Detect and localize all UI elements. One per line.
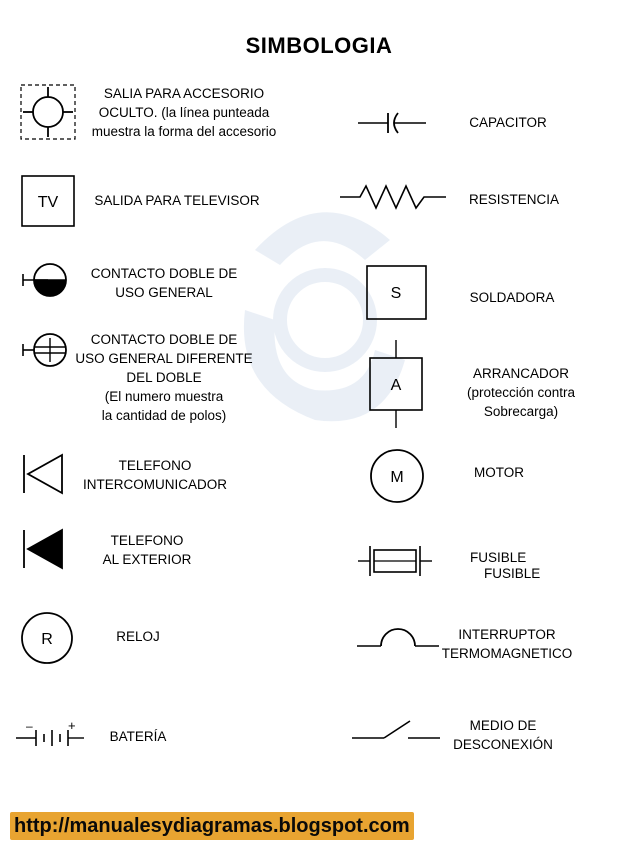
welder-symbol [366, 265, 428, 321]
hidden-accessory-outlet-symbol [20, 84, 76, 140]
label-bateria: BATERÍA [109, 729, 167, 744]
label-motor: MOTOR [474, 465, 524, 480]
svg-text:M: M [390, 469, 404, 486]
duplex-outlet-symbol [20, 260, 70, 300]
motor-symbol [369, 448, 425, 504]
fuse-symbol [356, 544, 434, 578]
starter-symbol [368, 340, 424, 430]
svg-text:–: – [26, 719, 33, 733]
svg-text:A: A [390, 377, 402, 394]
resistor-symbol [338, 182, 448, 212]
svg-text:TV: TV [37, 194, 59, 211]
page-title: SIMBOLOGIA [245, 33, 393, 58]
label-termomagnetico: INTERRUPTOR TERMOMAGNETICO [441, 627, 573, 661]
label-contacto: CONTACTO DOBLE DE USO GENERAL [90, 266, 238, 300]
battery-symbol [14, 718, 86, 752]
label-accesorio: SALIA PARA ACCESORIO OCULTO. (la línea punteada muestra la forma del accesorio [91, 86, 277, 139]
special-duplex-outlet-symbol [20, 330, 70, 370]
disconnect-switch-symbol [350, 718, 442, 744]
label-intercom: TELEFONO INTERCOMUNICADOR [83, 458, 227, 492]
label-soldadora: SOLDADORA [469, 290, 555, 305]
capacitor-symbol [356, 110, 428, 136]
label-resistencia: RESISTENCIA [468, 192, 560, 207]
source-url-link[interactable]: http://manualesydiagramas.blogspot.com [10, 812, 414, 840]
svg-text:+: + [68, 718, 76, 733]
svg-text:S: S [390, 285, 402, 302]
intercom-phone-symbol [22, 453, 64, 495]
label-exterior: TELEFONO AL EXTERIOR [102, 533, 192, 567]
label-arrancador: ARRANCADOR (protección contra Sobrecarga) [466, 366, 576, 419]
external-phone-symbol [22, 528, 64, 570]
thermomagnetic-breaker-symbol [355, 620, 441, 652]
label-capacitor: CAPACITOR [469, 115, 547, 130]
label-desconexion: MEDIO DE DESCONEXIÓN [453, 718, 553, 752]
clock-symbol [20, 611, 74, 665]
label-fusible: FUSIBLE FUSIBLE [470, 550, 541, 581]
label-reloj: RELOJ [116, 629, 160, 644]
label-televisor: SALIDA PARA TELEVISOR [94, 193, 260, 208]
svg-text:R: R [41, 631, 53, 648]
tv-outlet-symbol [21, 175, 75, 227]
label-contacto-diferente: CONTACTO DOBLE DE USO GENERAL DIFERENTE DEL DOBLE (El numero muestra la cantidad de polos) [75, 332, 253, 423]
